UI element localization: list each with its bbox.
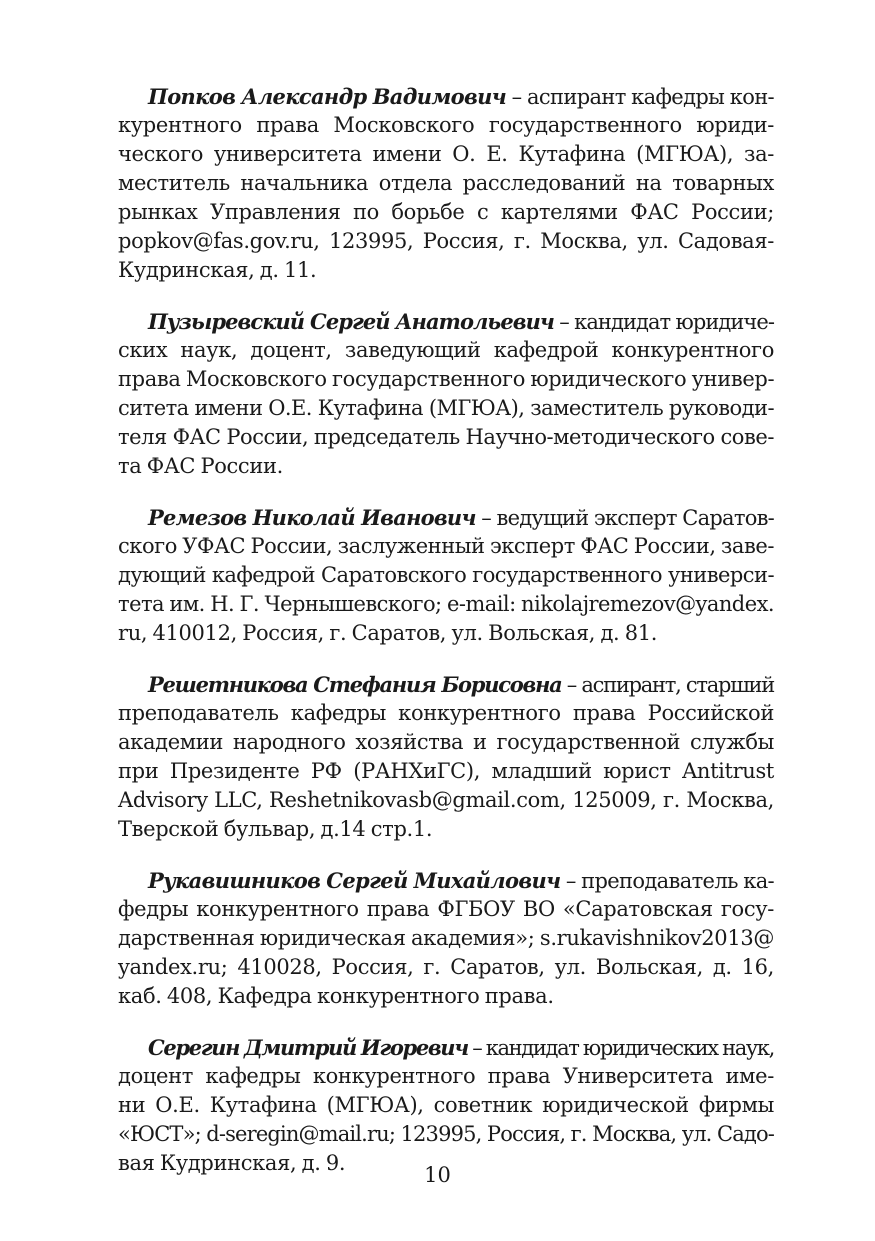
author-description-line: преподаватель кафедры конкурентного права Российской: [118, 701, 774, 725]
author-name: Решетникова Стефания Борисовна: [148, 672, 562, 697]
page-number: 10: [424, 1163, 451, 1187]
author-name: Серегин Дмитрий Игоревич: [148, 1035, 468, 1060]
author-description-line: дующий кафедрой Саратовского государственного универси-: [118, 563, 774, 587]
author-description-line: – кандидат юридиче-: [553, 310, 774, 334]
author-description-line: академии народного хозяйства и государственной службы: [118, 730, 774, 754]
author-description-line: Тверской бульвар, д.14 стр.1.: [118, 817, 433, 841]
author-description-line: – ведущий эксперт Саратов-: [475, 506, 775, 530]
author-description-line: – аспирант, старший: [561, 673, 774, 697]
author-entry: [118, 670, 774, 844]
author-description-line: доцент кафедры конкурентного права Университета име-: [118, 1064, 774, 1088]
author-description-line: каб. 408, Кафедра конкурентного права.: [118, 984, 554, 1008]
author-description-line: меститель начальника отдела расследований на товарных: [118, 171, 774, 195]
author-name: Ремезов Николай Иванович: [148, 505, 476, 530]
author-description-line: тета им. Н. Г. Чернышевского; e-mail: nikolajremezov@yandex.: [118, 592, 774, 616]
author-entry: [118, 82, 774, 285]
author-description-line: права Московского государственного юридического универ-: [118, 367, 775, 391]
author-description-line: теля ФАС России, председатель Научно-методического сове-: [118, 425, 774, 449]
author-description-line: ческого университета имени О. Е. Кутафина (МГЮА), за-: [118, 142, 774, 166]
author-description-line: федры конкурентного права ФГБОУ ВО «Саратовская госу-: [118, 897, 774, 921]
author-entry: [118, 307, 774, 481]
author-description-line: – аспирант кафедры кон-: [506, 85, 774, 109]
author-description-line: – преподаватель ка-: [560, 869, 775, 893]
author-entry: [118, 1033, 774, 1178]
author-description-line: Кудринская, д. 11.: [118, 258, 317, 282]
author-name: Пузыревский Сергей Анатольевич: [148, 309, 554, 334]
author-description-line: Advisory LLC, Reshetnikovasb@gmail.com, 125009, г. Москва,: [118, 788, 774, 812]
author-name: Попков Александр Вадимович: [148, 84, 507, 109]
author-entry: [118, 866, 774, 1011]
author-description-line: при Президенте РФ (РАНХиГС), младший юрист Antitrust: [118, 759, 774, 783]
author-description-line: рынках Управления по борьбе с картелями ФАС России;: [118, 200, 774, 224]
author-list: [118, 82, 774, 1200]
author-description-line: «ЮСТ»; d-seregin@mail.ru; 123995, Россия, г. Москва, ул. Садо-: [118, 1122, 774, 1146]
author-description-line: вая Кудринская, д. 9.: [118, 1151, 346, 1175]
author-description-line: ских наук, доцент, заведующий кафедрой конкурентного: [118, 338, 774, 362]
author-description-line: ского УФАС России, заслуженный эксперт ФАС России, заве-: [118, 534, 774, 558]
author-entry: [118, 503, 774, 648]
author-description-line: дарственная юридическая академия»; s.rukavishnikov2013@: [118, 926, 774, 950]
author-description-line: popkov@fas.gov.ru, 123995, Россия, г. Москва, ул. Садовая-: [118, 229, 774, 253]
author-description-line: yandex.ru; 410028, Россия, г. Саратов, ул. Вольская, д. 16,: [118, 955, 774, 979]
author-description-line: та ФАС России.: [118, 454, 283, 478]
author-description-line: – кандидат юридических наук,: [467, 1036, 774, 1060]
author-description-line: ru, 410012, Россия, г. Саратов, ул. Вольская, д. 81.: [118, 621, 658, 645]
author-description-line: ситета имени О.Е. Кутафина (МГЮА), заместитель руководи-: [118, 396, 774, 420]
author-name: Рукавишников Сергей Михайлович: [148, 868, 561, 893]
author-description-line: ни О.Е. Кутафина (МГЮА), советник юридической фирмы: [118, 1093, 774, 1117]
author-description-line: курентного права Московского государственного юриди-: [118, 113, 774, 137]
